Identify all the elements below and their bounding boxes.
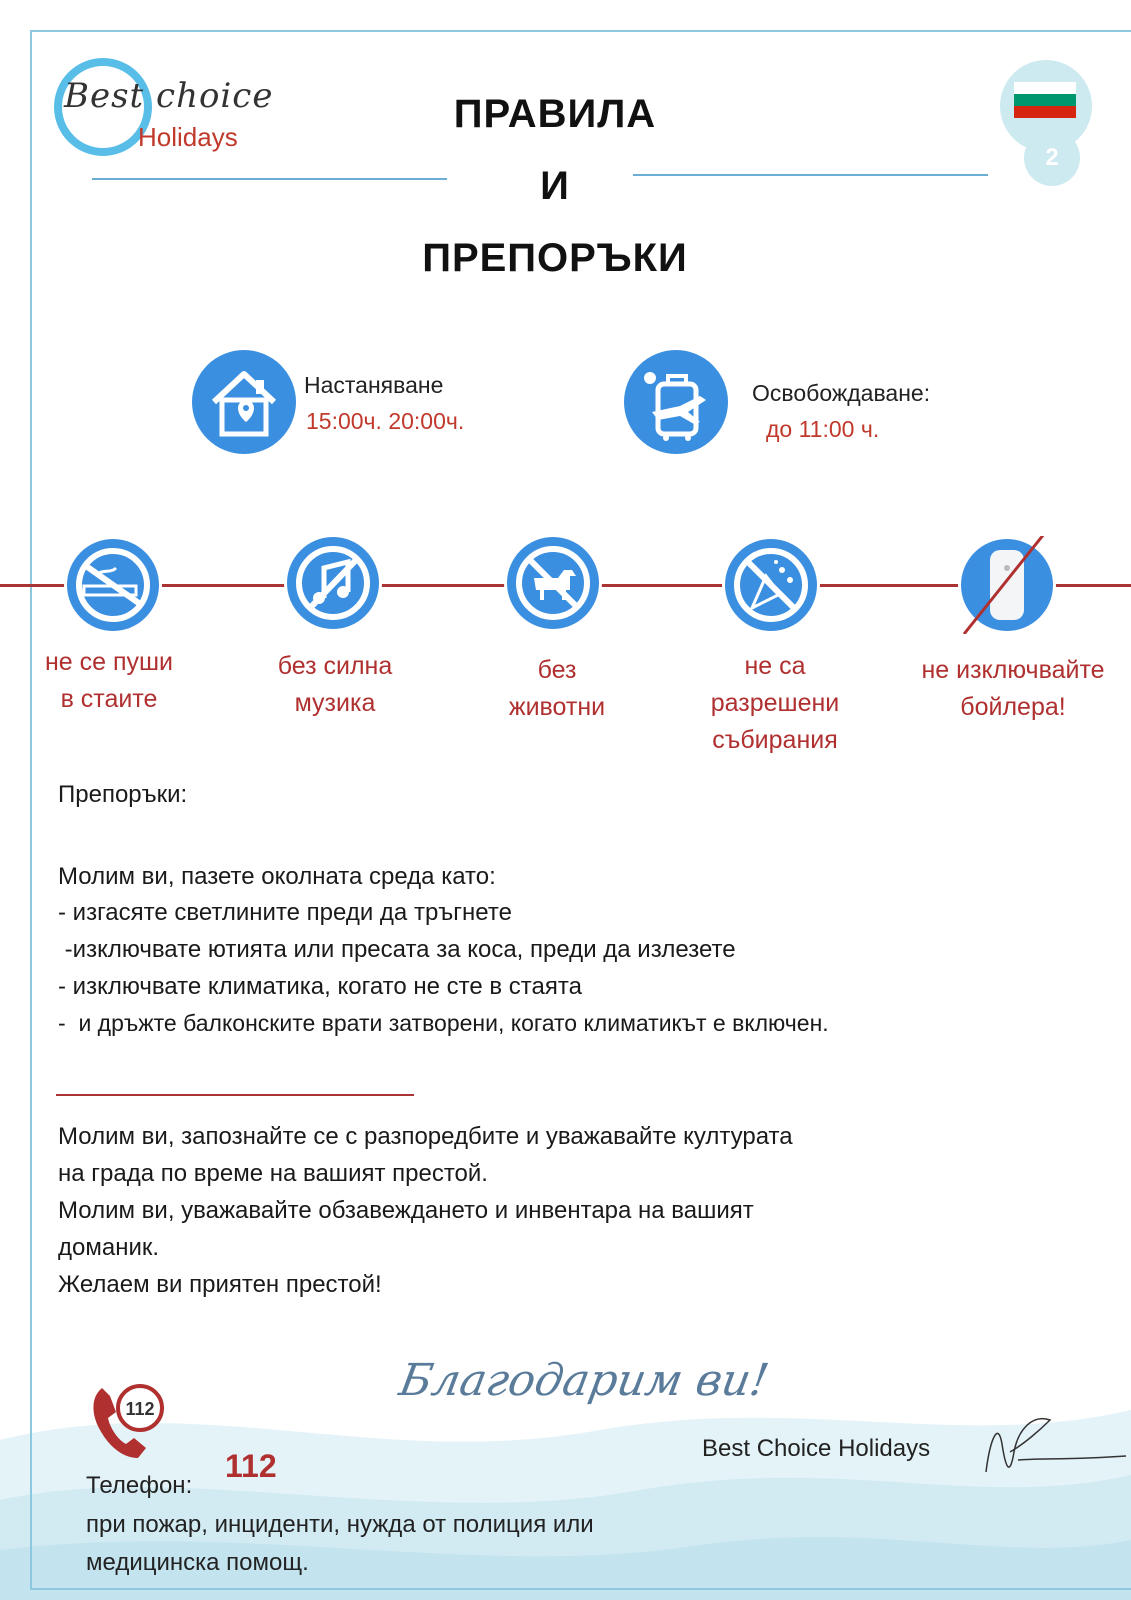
no-smoking-icon (64, 536, 162, 634)
phone-description: при пожар, инциденти, нужда от полиция или медицинска помощ. (86, 1511, 594, 1576)
bulgaria-flag-icon (1014, 82, 1076, 118)
closing-line: Желаем ви приятен престой! (58, 1271, 382, 1298)
page-number-badge: 2 (1024, 130, 1080, 186)
emergency-badge-text: 112 (125, 1399, 155, 1419)
recommendation-item: -изключвате ютията или пресата за коса, преди да излезете (58, 936, 736, 963)
rule-label-no-music: без силна музика (277, 652, 393, 717)
recommendations-heading: Препоръки: (58, 781, 188, 808)
phone-number[interactable]: 112 (225, 1448, 277, 1484)
title-divider-left (92, 178, 447, 180)
closing-line: Молим ви, уважавайте обзавеждането и инвентара на вашият (58, 1197, 754, 1224)
rule-label-no-parties: не са разрешени събирания (710, 652, 840, 754)
luggage-plane-icon (624, 350, 728, 454)
title-divider-right (633, 174, 988, 176)
boiler-icon (958, 536, 1056, 634)
no-parties-icon (722, 536, 820, 634)
checkin-value: 15:00ч. 20:00ч. (306, 408, 465, 434)
section-divider (56, 1094, 414, 1096)
checkout-value: до 11:00 ч. (766, 416, 880, 442)
phone-label: Телефон: (86, 1472, 193, 1499)
house-location-icon (192, 350, 296, 454)
signature-name: Best Choice Holidays (702, 1435, 931, 1462)
recommendation-item: - и дръжте балконските врати затворени, когато климатикът е включен. (58, 1010, 829, 1036)
recommendation-item: - изключвате климатика, когато не сте в стаята (58, 973, 582, 1000)
recommendations-intro: Молим ви, пазете околната среда като: (58, 863, 496, 890)
title-line-3: ПРЕПОРЪКИ (422, 236, 688, 280)
rule-label-boiler: не изключвайте бойлера! (921, 656, 1105, 721)
rule-label-no-pets: без животни (508, 656, 606, 721)
title-line-1: ПРАВИЛА (453, 92, 657, 136)
page-title (380, 78, 730, 294)
logo-script: Best choice (64, 76, 274, 116)
closing-line: доманик. (58, 1234, 160, 1261)
thanks-text: Благодарим ви! (395, 1355, 773, 1406)
title-line-2: И (540, 164, 570, 208)
emergency-phone-icon (84, 1378, 172, 1466)
checkin-label: Настаняване (304, 372, 444, 398)
rule-label-no-smoking: не се пуши в стаите (44, 648, 174, 713)
signature-icon (980, 1400, 1130, 1490)
checkout-label: Освобождаване: (752, 380, 931, 406)
closing-line: на града по време на вашият престой. (58, 1160, 488, 1187)
no-pets-icon (504, 534, 602, 632)
no-music-icon (284, 534, 382, 632)
recommendation-item: - изгасяте светлините преди да тръгнете (58, 899, 512, 926)
logo-sub: Holidays (138, 122, 238, 152)
logo (54, 58, 284, 158)
closing-line: Молим ви, запознайте се с разпоредбите и уважавайте културата (58, 1123, 793, 1150)
